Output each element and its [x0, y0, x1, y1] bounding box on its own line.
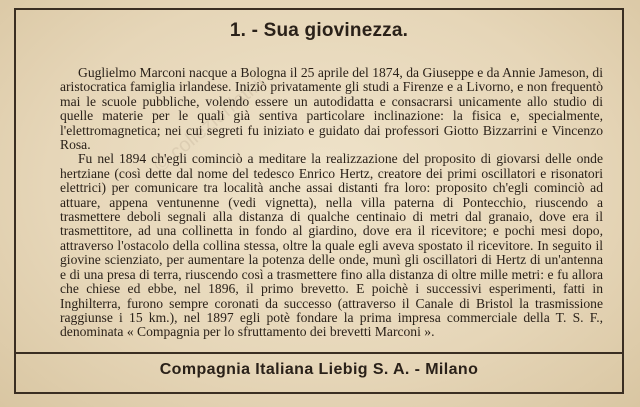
publisher-footer: Compagnia Italiana Liebig S. A. - Milano [159, 361, 479, 378]
paragraph-2: Fu nel 1894 ch'egli cominciò a meditare la realizzazione del proposito di giovarsi delle onde hertziane (così dette dal nome del tedesco Enrico Hertz, creatore dei primi oscillatori e risonatori elettrici) per comunicare tra località anche assai distanti fra loro: proposito ch'egli cominciò ad attuare, appena ventunenne (vedi vignetta), nella villa paterna di Pontecchio, riuscendo a trasmettere deboli segnali alla distanza di qualche centinaio di metri dal granaio, dove era il trasmettitore, ad una collinetta in fondo al giardino, dove era il ricevitore; e pochi mesi dopo, attraverso l'ostacolo della collina stessa, oltre la quale egli aveva spostato il ricevitore. In seguito il giovine scienziato, per aumentare la potenza delle onde, munì gli oscillatori di Hertz di un'antenna e di una presa di terra, riuscendo così a trasmettere fino alla distanza di oltre mille metri: e fu allora che chiese ed ebbe, nel 1896, il primo brevetto. E poichè i successivi esperimenti, fatti in Inghilterra, furono sempre coronati da successo (attraverso il Canale di Bristol la trasmissione raggiunse i 15 km.), nel 1897 egli potè fondare la prima impresa commerciale della T. S. F., denominata « Compagnia per lo sfruttamento dei brevetti Marconi ». [60, 151, 603, 340]
paragraph-1: Guglielmo Marconi nacque a Bologna il 25 aprile del 1874, da Giuseppe e da Annie Jameson, di aristocratica famiglia irlandese. Iniziò privatamente gli studi a Firenze e a Livorno, e non frequentò mai le scuole pubbliche, volendo essere un autodidatta e consacrarsi unicamente allo studio di quelle materie per le quali già sentiva particolare inclinazione: la fisica e, specialmente, l'elettromagnetica; nei cui segreti fu iniziato e guidato dai professori Giotto Bizzarrini e Vincenzo Rosa. [60, 65, 603, 153]
card-title: 1. - Sua giovinezza. [229, 20, 409, 41]
footer-divider [16, 352, 622, 354]
watermark: © collezionisti.it [150, 71, 270, 177]
card-body-text [60, 66, 603, 340]
